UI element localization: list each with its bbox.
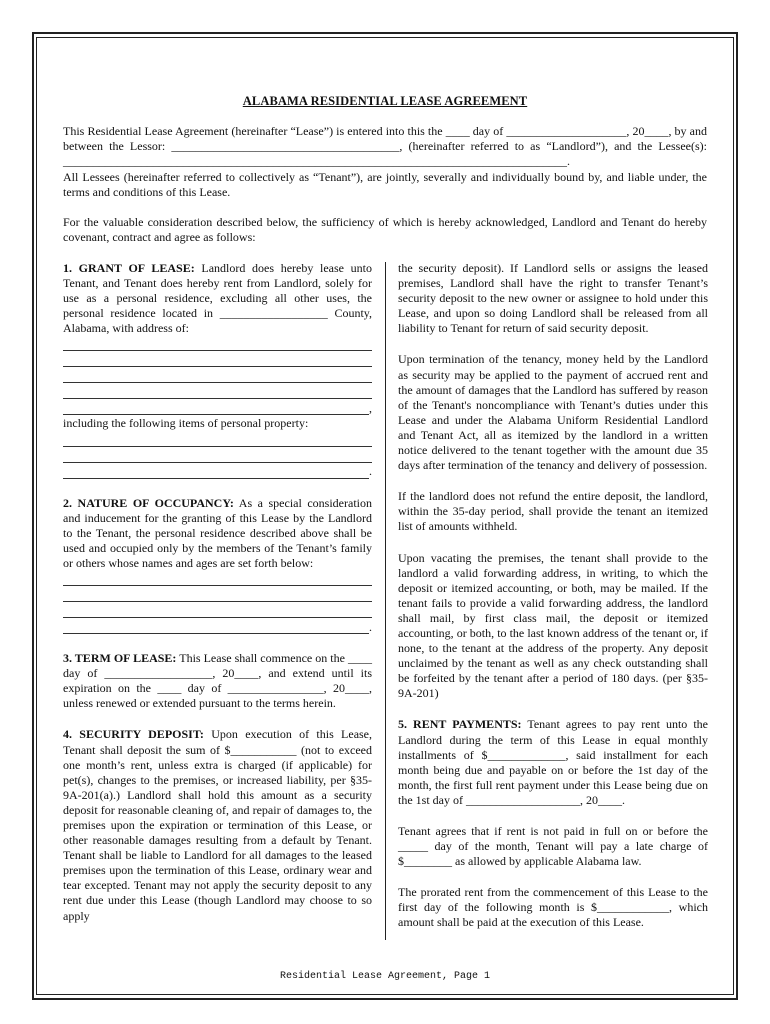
section-nature-of-occupancy: 2. NATURE OF OCCUPANCY: As a special consideration and inducement for the granting of this Lease by the Landlord to the Tenant, the personal residence described above shall be used and occupied only by the members of the Tenant’s family or others whose names and ages are set forth below: (63, 495, 373, 570)
address-line[interactable] (63, 336, 372, 351)
right-column (398, 261, 708, 931)
personal-property-label: including the following items of personal property: (63, 416, 309, 431)
occupant-line[interactable] (63, 571, 372, 586)
document-title: ALABAMA RESIDENTIAL LEASE AGREEMENT (242, 94, 528, 108)
address-line[interactable] (63, 368, 372, 383)
termination-paragraph: Upon termination of the tenancy, money held by the Landlord as security may be applied to the payment of accrued rent and the amount of damages that the Landlord has suffered by reason of the Tenant's noncompliance with Tenant’s duties under this Lease and under the Alabama Uniform Residential Landlord and Tenant Act, all as itemized by the landlord in a written notice delivered to the tenant together with the amount due 35 days after termination of the tenancy and delivery of possession. (398, 352, 708, 473)
address-line[interactable] (63, 384, 372, 399)
section-security-deposit: 4. SECURITY DEPOSIT: Upon execution of this Lease, Tenant shall deposit the sum of $___________ (not to exceed one month’s rent, unless extra is charged (if applicable) for pet(s), changes to the premises, or increased liability, per §35-9A-201(a).) Landlord shall hold this amount as a security deposit for reasonable cleaning of, and repair of damages to, the premises upon the expiration or termination of this Lease, or other reasonable damages resulting from a default by Tenant. Tenant shall be liable to Landlord for all damages to the leased premises upon the termination of this Lease, ordinary wear and tear excepted. Tenant may not apply the security deposit to any rent due under this Lease (though Landlord may choose to so apply (63, 727, 373, 923)
late-charge-paragraph: Tenant agrees that if rent is not paid in full on or before the _____ day of the month, Tenant will pay a late charge of $________ as allowed by applicable Alabama law. (398, 824, 708, 869)
personal-property-line[interactable] (63, 448, 372, 463)
personal-property-line[interactable] (63, 464, 369, 479)
section-term-of-lease: 3. TERM OF LEASE: This Lease shall commence on the ____ day of __________________, 20____, and extend until its expiration on the ____ day of ________________, 20____, unless renewed or extended pursuant to the terms herein. (63, 651, 372, 711)
occupant-line[interactable] (63, 587, 372, 602)
section-grant-of-lease: 1. GRANT OF LEASE: Landlord does hereby lease unto Tenant, and Tenant does hereby rent from Landlord, solely for use as a personal residence, excluding all other uses, the personal residence located in __________________ County, Alabama, with address of: (63, 261, 373, 336)
security-deposit-continued: the security deposit). If Landlord sells or assigns the leased premises, Landlord shall have the right to transfer Tenant’s security deposit to the new owner or assignee to hold under this Lease, and upon so doing Landlord shall be released from all liability to Tenant for return of said security deposit. (398, 261, 708, 336)
column-divider (385, 262, 386, 940)
occupant-line[interactable] (63, 619, 369, 634)
refund-paragraph: If the landlord does not refund the entire deposit, the landlord, within the 35-day period, shall provide the tenant an itemized list of amounts withheld. (398, 489, 708, 534)
left-column: 1. GRANT OF LEASE: Landlord does hereby lease unto Tenant, and Tenant does hereby rent from Landlord, solely for use as a personal residence, excluding all other uses, the personal residence located in __________________ County, Alabama, with address of: , including the following items of personal property: . 2. NATURE OF OCCUPANCY: As a special consideration and inducement for the granting of this Lease by the Landlord to the Tenant, the personal residence described above shall be used and occupied only by the members of the Tenant’s family or others whose names and ages are set forth below: . 3. TERM OF LEASE: This Lease shall commence on the ____ day of __________________, 20____, and extend until its expiration on the ____ day of ________________, 20____, unless renewed or extended pursuant to the terms herein. 4. SECURITY DEPOSIT: Upon execution of this Lease, Tenant shall deposit the sum of $___________ (not to exceed one month’s rent, unless extra is charged (if applicable) for pet(s), changes to the premises, or increased liability, per §35-9A-201(a).) Landlord shall hold this amount as a security deposit for reasonable cleaning of, and repair of damages to, the premises upon the expiration or termination of this Lease, or other reasonable damages resulting from a default by Tenant. Tenant shall be liable to Landlord for all damages to the leased premises upon the termination of this Lease, ordinary wear and tear excepted. Tenant may not apply the security deposit to any rent due under this Lease (though Landlord may choose to so apply (63, 261, 373, 923)
intro-paragraph-2: All Lessees (hereinafter referred to collectively as “Tenant”), are jointly, severally and individually bound by, and liable under, the terms and conditions of this Lease. (63, 170, 707, 199)
intro-paragraph-3: For the valuable consideration described below, the sufficiency of which is hereby acknowledged, Landlord and Tenant do hereby covenant, contract and agree as follows: (63, 215, 707, 244)
forwarding-address-paragraph: Upon vacating the premises, the tenant shall provide to the landlord a valid forwarding address, in writing, to which the deposit or itemized accounting, or both, may be mailed. If the tenant fails to provide a valid forwarding address, the landlord shall mail, by first class mail, the deposit or itemized accounting, or both, to the last known address of the tenant or, if none, to the tenant at the address of the property. Any deposit unclaimed by the tenant as well as any check outstanding shall be forfeited by the tenant after a period of 180 days. (per §35-9A-201) (398, 550, 708, 701)
prorated-rent-paragraph: The prorated rent from the commencement of this Lease to the first day of the following month is $____________, which amount shall be paid at the execution of this Lease. (398, 885, 708, 930)
address-line[interactable] (63, 400, 369, 415)
section-rent-payments: 5. RENT PAYMENTS: Tenant agrees to pay rent unto the Landlord during the term of this Lease in equal monthly installments of $_____________, said installment for each month being due and payable on or before the 1st day of the month, the first full rent payment under this Lease being due on the 1st day of ___________________, 20____. (398, 717, 708, 807)
page-footer: Residential Lease Agreement, Page 1 (279, 971, 491, 982)
intro-paragraph-1: This Residential Lease Agreement (hereinafter “Lease”) is entered into this the ____ day of ____________________, 20____, by and between the Lessor: ______________________________________, (hereinafter referred to as “Landlord”), and the Lessee(s): ____________________________________________________________________________________. (63, 124, 707, 168)
address-line[interactable] (63, 352, 372, 367)
personal-property-line[interactable] (63, 432, 372, 447)
occupant-line[interactable] (63, 603, 372, 618)
